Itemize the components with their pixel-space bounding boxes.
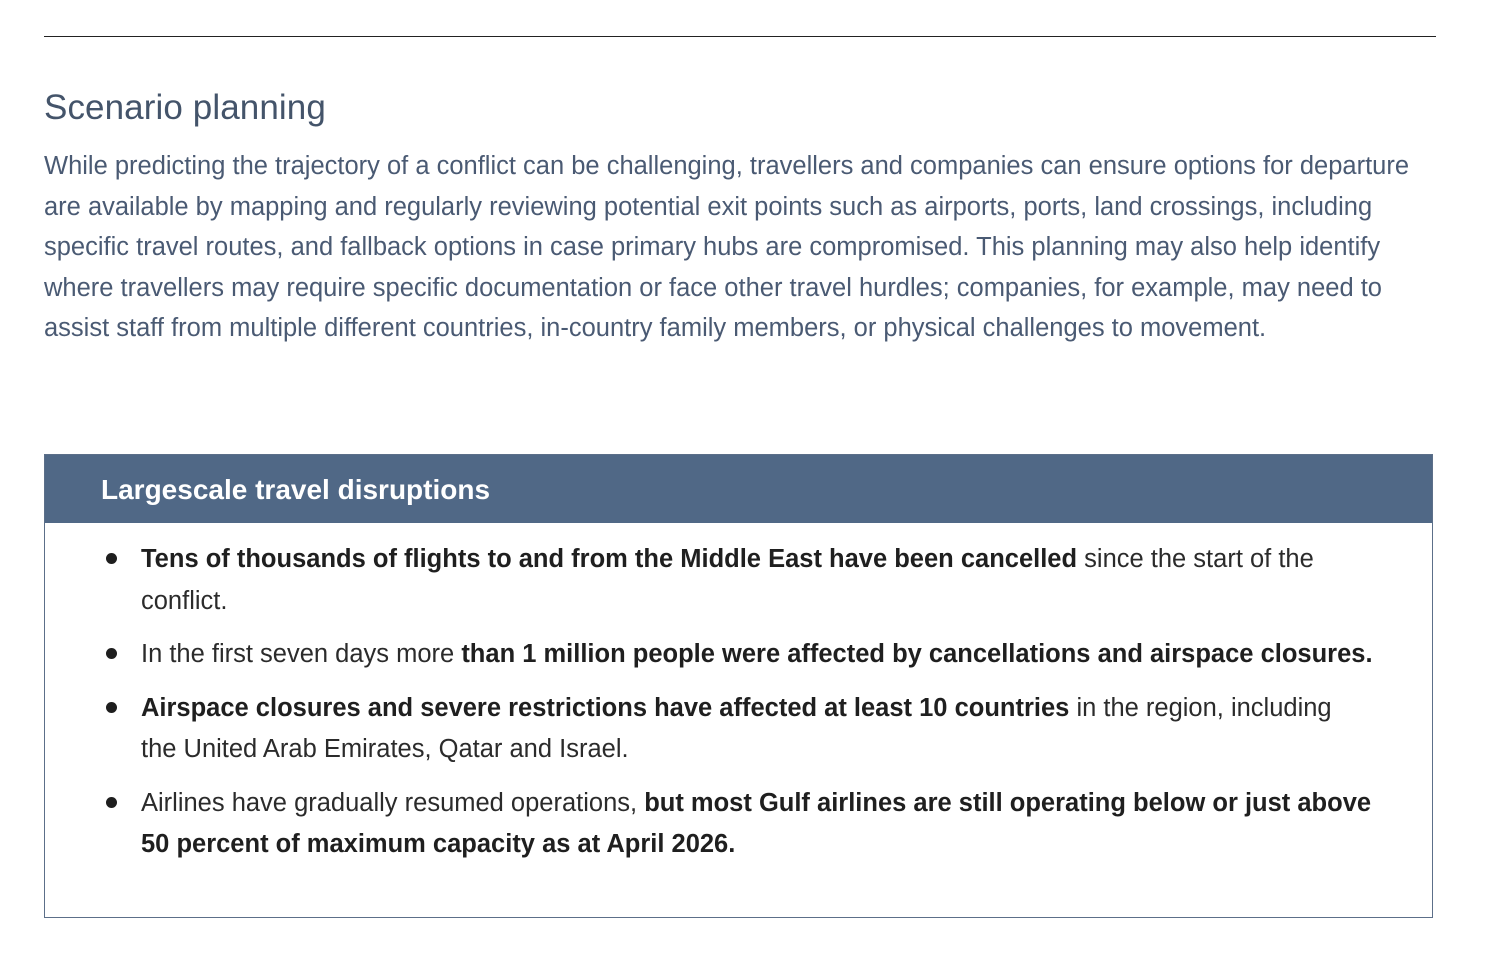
item-bold-text: Airspace closures and severe restrictions have affected at least 10 countries [141,693,1070,722]
bullet-icon [106,797,117,808]
callout-list [45,523,1432,866]
item-bold-text: Tens of thousands of flights to and from the Middle East have been cancelled [141,545,1078,573]
item-text: Airlines have gradually resumed operations, [141,788,645,817]
callout-title: Largescale travel disruptions [45,455,1432,523]
item-bold-text: than 1 million people were affected by cancellations and airspace closures. [461,640,1373,668]
list-item [45,688,1432,771]
top-divider [44,36,1436,37]
section-title: Scenario planning [44,88,326,127]
item-text: In the first seven days more [141,640,462,668]
item-text: in the region, including the United Arab Emirates, Qatar and Israel. [141,693,1332,763]
list-item [45,539,1432,622]
list-item [45,634,1432,676]
bullet-icon [106,648,117,659]
item-text: since the start of the conflict. [141,545,1314,615]
list-item [45,783,1432,866]
item-bold-text: but most Gulf airlines are still operating below or just above 50 percent of maximum capacity as at April 2026. [141,788,1372,858]
callout-box [44,454,1433,918]
bullet-icon [106,553,117,564]
bullet-icon [106,702,117,713]
section-body: While predicting the trajectory of a conflict can be challenging, travellers and companies can ensure options for departure are available by mapping and regularly reviewing potential exit points such as airports, ports, land crossings, including specific travel routes, and fallback options in case primary hubs are compromised. This planning may also help identify where travellers may require specific documentation or face other travel hurdles; companies, for example, may need to assist staff from multiple different countries, in-country family members, or physical challenges to movement. [44,152,1410,343]
